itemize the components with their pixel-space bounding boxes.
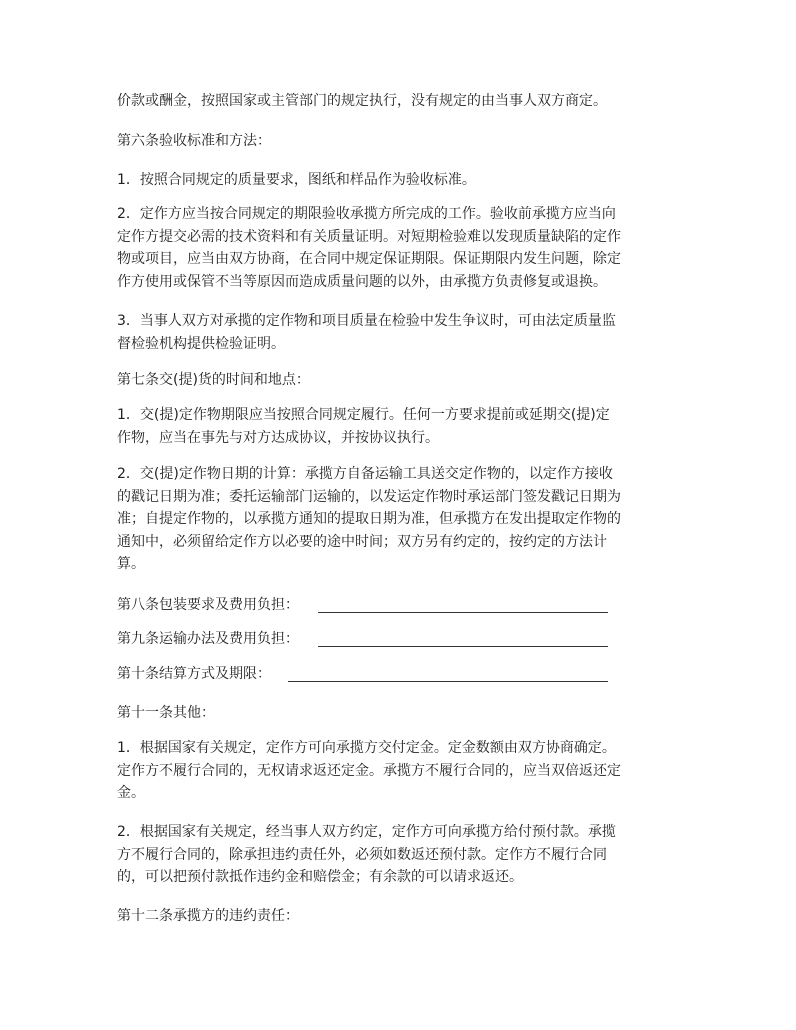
text-line: 通知中，必须留给定作方以必要的途中时间；双方另有约定的，按约定的方法计 bbox=[117, 533, 607, 550]
fill-in-line bbox=[318, 646, 608, 647]
text-line: 1．交(提)定作物期限应当按照合同规定履行。任何一方要求提前或延期交(提)定 bbox=[117, 407, 610, 423]
text-line: 的戳记日期为准；委托运输部门运输的，以发运定作物时承运部门签发戳记日期为 bbox=[117, 488, 621, 505]
text-line: 2．根据国家有关规定，经当事人双方约定，定作方可向承揽方给付预付款。承揽 bbox=[117, 824, 616, 840]
article-6-item-1 bbox=[117, 169, 687, 192]
article-7-item-2 bbox=[117, 463, 687, 576]
text-line: 1．按照合同规定的质量要求，图纸和样品作为验收标准。 bbox=[117, 172, 476, 188]
article-9: 第九条运输办法及费用负担： bbox=[117, 631, 299, 647]
text-line: 的，可以把预付款抵作违约金和赔偿金；有余款的可以请求返还。 bbox=[117, 869, 523, 885]
text-line: 算。 bbox=[117, 556, 145, 572]
text-line: 价款或酬金，按照国家或主管部门的规定执行，没有规定的由当事人双方商定。 bbox=[117, 93, 607, 109]
text-line: 方不履行合同的，除承担违约责任外，必须如数返还预付款。定作方不履行合同 bbox=[117, 846, 607, 863]
article-6-item-2 bbox=[117, 203, 687, 293]
article-10: 第十条结算方式及期限： bbox=[117, 666, 271, 682]
text-line: 作物，应当在事先与对方达成协议，并按协议执行。 bbox=[117, 429, 439, 446]
text-line: 定作方不履行合同的，无权请求返还定金。承揽方不履行合同的，应当双倍返还定 bbox=[117, 762, 621, 779]
text-line: 物或项目，应当由双方协商，在合同中规定保证期限。保证期限内发生问题，除定 bbox=[117, 251, 621, 267]
text-line: 2．交(提)定作物日期的计算：承揽方自备运输工具送交定作物的，以定作方接收 bbox=[117, 466, 613, 482]
article-11-item-1 bbox=[117, 737, 687, 805]
text-line: 定作方提交必需的技术资料和有关质量证明。对短期检验难以发现质量缺陷的定作 bbox=[117, 228, 621, 245]
article-11-item-2 bbox=[117, 821, 687, 889]
text-line: 2．定作方应当按合同规定的期限验收承揽方所完成的工作。验收前承揽方应当向 bbox=[117, 206, 616, 222]
text-line: 1．根据国家有关规定，定作方可向承揽方交付定金。定金数额由双方协商确定。 bbox=[117, 740, 616, 756]
article-7-title: 第七条交(提)货的时间和地点： bbox=[117, 372, 310, 388]
text-line: 3．当事人双方对承揽的定作物和项目质量在检验中发生争议时，可由法定质量监 bbox=[117, 313, 616, 329]
paragraph-price bbox=[117, 90, 687, 113]
article-7-item-1 bbox=[117, 404, 687, 449]
article-6-title: 第六条验收标准和方法： bbox=[117, 133, 271, 149]
text-line: 督检验机构提供检验证明。 bbox=[117, 335, 285, 352]
article-8: 第八条包装要求及费用负担： bbox=[117, 597, 299, 613]
text-line: 作方使用或保管不当等原因而造成质量问题的以外，由承揽方负责修复或退换。 bbox=[117, 273, 607, 290]
fill-in-line bbox=[318, 612, 608, 613]
article-11-title: 第十一条其他： bbox=[117, 705, 215, 721]
fill-in-line bbox=[288, 681, 608, 682]
article-6-item-3 bbox=[117, 310, 687, 355]
text-line: 金。 bbox=[117, 785, 145, 801]
text-line: 准；自提定作物的，以承揽方通知的提取日期为准，但承揽方在发出提取定作物的 bbox=[117, 511, 621, 527]
article-12-title: 第十二条承揽方的违约责任： bbox=[117, 908, 299, 924]
